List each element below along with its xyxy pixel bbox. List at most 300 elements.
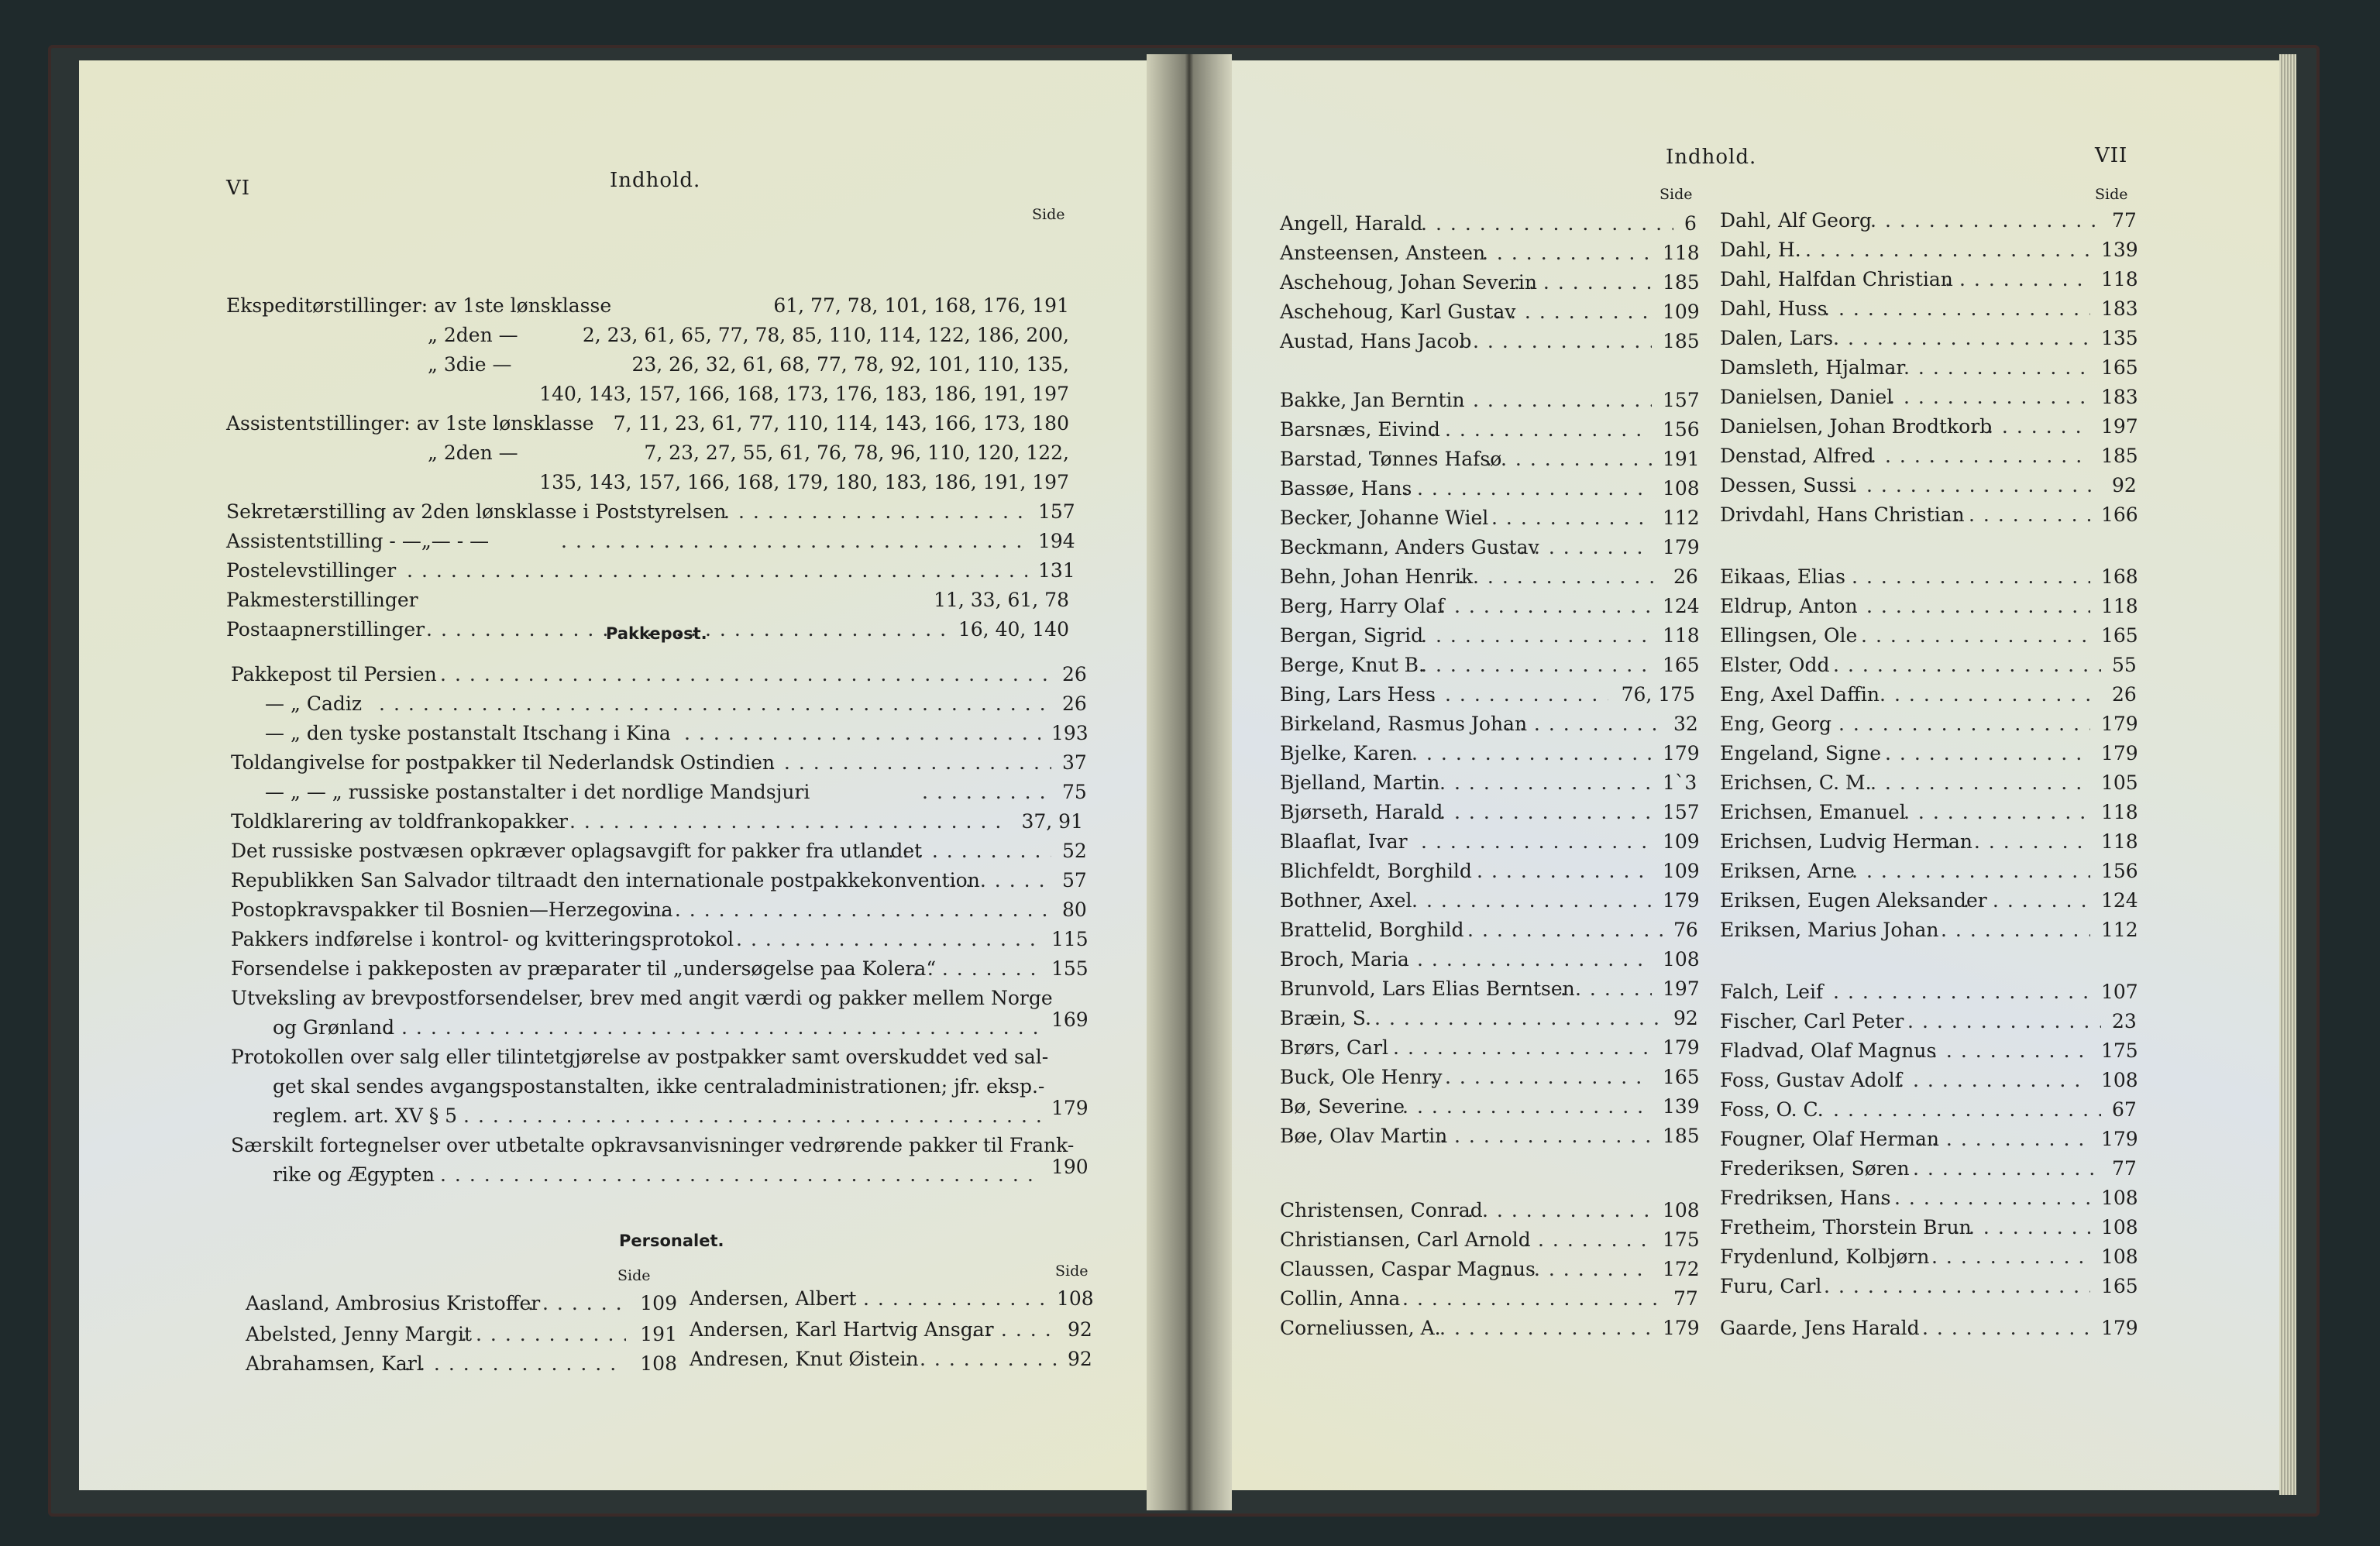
dot-leader xyxy=(1467,1199,1652,1222)
dot-leader xyxy=(1926,919,2090,942)
person-name: Foss, Gustav Adolf xyxy=(1720,1069,1902,1091)
person-name: Fischer, Carl Peter xyxy=(1720,1010,1904,1032)
person-name: Corneliussen, A. xyxy=(1280,1317,1441,1339)
pakkepost-entry: Republikken San Salvador tiltraadt den internationale postpakkekonvention xyxy=(231,869,980,892)
person-name: Birkeland, Rasmus Johan xyxy=(1280,713,1528,735)
page-ref: 7, 11, 23, 61, 77, 110, 114, 143, 166, 173, 180 xyxy=(613,412,1069,435)
page-ref: 23, 26, 32, 61, 68, 77, 78, 92, 101, 110, 135, xyxy=(631,353,1069,376)
dot-leader xyxy=(936,869,1051,892)
page-number: VI xyxy=(226,177,251,200)
page-ref: 131 xyxy=(1038,559,1075,582)
page-ref: 32 xyxy=(1673,713,1698,735)
person-name: Andersen, Karl Hartvig Ansgar xyxy=(690,1318,994,1341)
person-name: Buck, Ole Henry xyxy=(1280,1066,1443,1088)
person-name: Bjelland, Martin xyxy=(1280,771,1440,794)
pakkepost-entry: Særskilt fortegnelser over utbetalte opkravsanvisninger vedrørende pakker til Frank- xyxy=(231,1134,1075,1156)
dot-leader xyxy=(1824,713,2090,736)
dot-leader xyxy=(1861,624,2090,648)
person-name: Elster, Odd xyxy=(1720,654,1830,676)
dot-leader xyxy=(1421,212,1673,235)
person-name: Blichfeldt, Borghild xyxy=(1280,860,1472,882)
dot-leader xyxy=(1824,297,2090,321)
page-ref: 118 xyxy=(1663,242,1700,264)
dot-leader xyxy=(922,781,1051,804)
dot-leader xyxy=(1945,830,2090,854)
person-name: Dahl, Halfdan Christian xyxy=(1720,268,1953,290)
page-ref: 118 xyxy=(2101,268,2138,290)
person-name: Bothner, Axel xyxy=(1280,889,1412,912)
side-label-col2: Side xyxy=(1055,1263,1089,1280)
person-name: Berg, Harry Olaf xyxy=(1280,595,1445,617)
person-name: Erichsen, C. M. xyxy=(1720,771,1872,794)
pakkepost-entry: — „ den tyske postanstalt Itschang i Kina xyxy=(265,722,671,744)
page-ref: 118 xyxy=(2101,801,2138,823)
person-name: Erichsen, Ludvig Herman xyxy=(1720,830,1972,853)
dot-leader xyxy=(555,810,1009,833)
pakkepost-entry: Utveksling av brevpostforsendelser, brev med angit værdi og pakker mellem Norge xyxy=(231,987,1053,1009)
person-name: Furu, Carl xyxy=(1720,1275,1822,1297)
page-number: VII xyxy=(2095,144,2128,167)
person-name: Dahl, H. xyxy=(1720,239,1801,261)
index-entry: „ 3die — xyxy=(428,353,512,376)
person-name: Dahl, Huss xyxy=(1720,297,1828,320)
person-name: Frederiksen, Søren xyxy=(1720,1157,1910,1180)
page-ref: 118 xyxy=(1663,624,1700,647)
pakkepost-entry: Pakkers indførelse i kontrol- og kvitteringsprotokol xyxy=(231,928,734,950)
person-name: Collin, Anna xyxy=(1280,1287,1401,1310)
person-name: Gaarde, Jens Harald xyxy=(1720,1317,1920,1339)
page-ref: 108 xyxy=(2101,1216,2138,1239)
page-ref: 92 xyxy=(1068,1348,1092,1370)
dot-leader xyxy=(888,840,1051,863)
dot-leader xyxy=(1833,327,2090,350)
page-ref: 118 xyxy=(2101,595,2138,617)
page-ref: 191 xyxy=(1663,448,1700,470)
person-name: Bjelke, Karen xyxy=(1280,742,1413,764)
person-name: Brørs, Carl xyxy=(1280,1036,1389,1059)
dot-leader xyxy=(1467,919,1663,942)
page-ref: 139 xyxy=(2101,239,2138,261)
dot-leader xyxy=(1477,507,1652,530)
page-ref: 179 xyxy=(1663,742,1700,764)
dot-leader xyxy=(379,692,1051,716)
page-ref: 190 xyxy=(1051,1156,1089,1178)
dot-leader xyxy=(1458,330,1652,353)
pakkepost-entry: Toldklarering av toldfrankopakker xyxy=(231,810,569,833)
dot-leader xyxy=(1514,271,1652,294)
page-ref: 26 xyxy=(1673,565,1698,588)
person-name: Andresen, Knut Øistein xyxy=(690,1348,919,1370)
person-name: Bø, Severine xyxy=(1280,1095,1405,1118)
page-ref: 108 xyxy=(2101,1187,2138,1209)
dot-leader xyxy=(1439,1125,1652,1148)
page-ref: 197 xyxy=(2101,415,2138,438)
page-ref: 165 xyxy=(2101,356,2138,379)
person-name: Berge, Knut B. xyxy=(1280,654,1425,676)
page-ref: 112 xyxy=(1663,507,1700,529)
page-ref: 16, 40, 140 xyxy=(958,618,1069,641)
page-ref: 1`3 xyxy=(1663,771,1697,794)
dot-leader xyxy=(1870,771,2090,795)
page-ref: 76 xyxy=(1673,919,1698,941)
dot-leader xyxy=(1917,1039,2090,1063)
person-name: Abrahamsen, Karl xyxy=(246,1352,423,1375)
pakkepost-entry: Det russiske postvæsen opkræver oplagsavgift for pakker fra utlandet xyxy=(231,840,923,862)
page-ref: 155 xyxy=(1051,957,1089,980)
pakkepost-entry: — „ Cadiz xyxy=(265,692,363,715)
person-name: Brunvold, Lars Elias Berntsen xyxy=(1280,977,1575,1000)
dot-leader xyxy=(1505,1258,1652,1281)
person-name: Eng, Axel Daffin xyxy=(1720,683,1880,706)
dot-leader xyxy=(1430,683,1608,706)
person-name: Drivdahl, Hans Christian xyxy=(1720,503,1965,526)
page-ref: 185 xyxy=(1663,271,1700,294)
page-ref: 109 xyxy=(1663,830,1700,853)
page-ref: 92 xyxy=(1673,1007,1698,1029)
page-ref: 185 xyxy=(1663,330,1700,352)
pakkepost-entry: rike og Ægypten xyxy=(273,1163,435,1186)
page-ref: 37 xyxy=(1062,751,1087,774)
pakkepost-entry: Postopkravspakker til Bosnien—Herzegovina xyxy=(231,898,673,921)
dot-leader xyxy=(1852,595,2090,618)
page-ref: 179 xyxy=(2101,1128,2138,1150)
page-ref: 179 xyxy=(1051,1097,1089,1119)
page-ref: 183 xyxy=(2101,297,2138,320)
dot-leader xyxy=(898,957,1040,981)
page-ref: 175 xyxy=(2101,1039,2138,1062)
dot-leader xyxy=(1972,415,2090,438)
dot-leader xyxy=(1412,742,1652,765)
person-name: Bassøe, Hans xyxy=(1280,477,1412,500)
person-name: Ansteensen, Ansteen xyxy=(1280,242,1486,264)
page-ref: 165 xyxy=(2101,624,2138,647)
person-name: Danielsen, Johan Brodtkorb xyxy=(1720,415,1993,438)
page-ref: 124 xyxy=(2101,889,2138,912)
dot-leader xyxy=(387,1016,1040,1039)
dot-leader xyxy=(1430,1066,1652,1089)
side-label: Side xyxy=(1032,206,1065,223)
dot-leader xyxy=(1833,981,2090,1004)
dot-leader xyxy=(407,559,1027,582)
dot-leader xyxy=(1917,1128,2090,1151)
page-ref: 157 xyxy=(1663,801,1700,823)
person-name: Fladvad, Olaf Magnus xyxy=(1720,1039,1937,1062)
pakkepost-entry: get skal sendes avgangspostanstalten, ikke centraladministrationen; jfr. eksp.- xyxy=(273,1075,1045,1098)
dot-leader xyxy=(1907,1317,2090,1340)
dot-leader xyxy=(1870,742,2090,765)
person-name: Aschehoug, Karl Gustav xyxy=(1280,301,1516,323)
side-label-col1: Side xyxy=(617,1267,651,1284)
page-ref: 108 xyxy=(1663,948,1700,971)
running-head: Indhold. xyxy=(610,169,701,192)
pakkepost-entry: Pakkepost til Persien xyxy=(231,663,437,685)
dot-leader xyxy=(684,722,1040,745)
page-ref: 108 xyxy=(1663,1199,1700,1221)
person-name: Andersen, Albert xyxy=(690,1287,857,1310)
page-ref: 61, 77, 78, 101, 168, 176, 191 xyxy=(773,294,1069,317)
pakkepost-entry: Protokollen over salg eller tilintetgjørelse av postpakker samt overskuddet ved sal- xyxy=(231,1046,1049,1068)
page-ref: 194 xyxy=(1038,530,1075,552)
dot-leader xyxy=(1870,445,2090,468)
person-name: Eikaas, Elias xyxy=(1720,565,1845,588)
person-name: Behn, Johan Henrik xyxy=(1280,565,1474,588)
dot-leader xyxy=(1880,1187,2090,1210)
dot-leader xyxy=(848,1287,1046,1311)
page-ref: 165 xyxy=(1663,1066,1700,1088)
page-ref: 77 xyxy=(2112,1157,2137,1180)
page-ref: 92 xyxy=(2112,474,2137,496)
page-ref: 6 xyxy=(1684,212,1697,235)
page-ref: 156 xyxy=(2101,860,2138,882)
dot-leader xyxy=(1458,389,1652,412)
page-ref: 168 xyxy=(2101,565,2138,588)
dot-leader xyxy=(1523,1228,1652,1252)
page-ref: 156 xyxy=(1663,418,1700,441)
dot-leader xyxy=(1889,801,2090,824)
person-name: Eriksen, Eugen Aleksander xyxy=(1720,889,1987,912)
dot-leader xyxy=(528,1292,626,1315)
person-name: Claussen, Caspar Magnus xyxy=(1280,1258,1536,1280)
person-name: Barsnæs, Eivind xyxy=(1280,418,1440,441)
person-name: Ellingsen, Ole xyxy=(1720,624,1858,647)
page-ref: 23 xyxy=(2112,1010,2137,1032)
person-name: Beckmann, Anders Gustav xyxy=(1280,536,1539,558)
page-ref: 108 xyxy=(2101,1069,2138,1091)
page-ref: 109 xyxy=(1663,301,1700,323)
person-name: Bræin, S. xyxy=(1280,1007,1371,1029)
page-ref: 118 xyxy=(2101,830,2138,853)
dot-leader xyxy=(1421,830,1652,854)
page-ref: 109 xyxy=(1663,860,1700,882)
dot-leader xyxy=(1505,536,1652,559)
person-name: Dalen, Lars xyxy=(1720,327,1834,349)
dot-leader xyxy=(1852,565,2090,589)
page-ref: 2, 23, 61, 65, 77, 78, 85, 110, 114, 122, 186, 200, xyxy=(582,324,1069,346)
page-ref: 105 xyxy=(2101,771,2138,794)
page-ref: 115 xyxy=(1051,928,1089,950)
person-name: Blaaflat, Ivar xyxy=(1280,830,1408,853)
dot-leader xyxy=(1402,477,1652,500)
page-ref: 52 xyxy=(1062,840,1087,862)
dot-leader xyxy=(1505,713,1663,736)
pakkepost-entry: Toldangivelse for postpakker til Nederlandsk Ostindien xyxy=(231,751,776,774)
book-spine xyxy=(1147,54,1232,1510)
right-page xyxy=(1202,60,2279,1490)
dot-leader xyxy=(1963,889,2090,912)
person-name: Foss, O. C. xyxy=(1720,1098,1824,1121)
pakkepost-entry: og Grønland xyxy=(273,1016,395,1039)
person-name: Brattelid, Borghild xyxy=(1280,919,1464,941)
dot-leader xyxy=(1954,503,2090,527)
dot-leader xyxy=(425,1163,1040,1187)
page-ref: 140, 143, 157, 166, 168, 173, 176, 183, 186, 191, 197 xyxy=(539,383,1069,405)
section-heading-pakkepost: Pakkepost. xyxy=(606,624,707,643)
pakkepost-entry: — „ — „ russiske postanstalter i det nordlige Mandsjuri xyxy=(265,781,810,803)
page-ref: 179 xyxy=(2101,742,2138,764)
page-ref: 179 xyxy=(1663,536,1700,558)
page-ref: 124 xyxy=(1663,595,1700,617)
page-ref: 77 xyxy=(2112,209,2137,232)
index-entry: Assistentstilling - —„— - — xyxy=(226,530,490,552)
page-ref: 37, 91 xyxy=(1021,810,1083,833)
page-ref: 197 xyxy=(1663,977,1700,1000)
dot-leader xyxy=(1421,624,1652,648)
dot-leader xyxy=(905,1348,1057,1371)
page-ref: 169 xyxy=(1051,1008,1089,1031)
running-head: Indhold. xyxy=(1666,146,1757,169)
page-ref: 175 xyxy=(1663,1228,1700,1251)
dot-leader xyxy=(1833,1098,2101,1122)
dot-leader xyxy=(1495,301,1652,324)
index-entry: Assistentstillinger: av 1ste lønsklasse xyxy=(226,412,594,435)
person-name: Falch, Leif xyxy=(1720,981,1824,1003)
dot-leader xyxy=(724,500,1027,524)
page-ref: 26 xyxy=(1062,692,1087,715)
page-ref: 92 xyxy=(1068,1318,1092,1341)
person-name: Eriksen, Marius Johan xyxy=(1720,919,1939,941)
page-ref: 57 xyxy=(1062,869,1087,892)
page-ref: 179 xyxy=(2101,713,2138,735)
index-entry: Ekspeditørstillinger: av 1ste lønsklasse xyxy=(226,294,612,317)
page-ref: 108 xyxy=(2101,1245,2138,1268)
left-page xyxy=(79,60,1179,1490)
dot-leader xyxy=(1917,1245,2090,1269)
dot-leader xyxy=(1421,654,1652,677)
page-ref: 139 xyxy=(1663,1095,1700,1118)
page-ref: 26 xyxy=(2112,683,2137,706)
person-name: Becker, Johanne Wiel xyxy=(1280,507,1489,529)
dot-leader xyxy=(463,1105,1040,1128)
dot-leader xyxy=(1402,1287,1663,1311)
section-heading-personalet: Personalet. xyxy=(619,1232,724,1250)
dot-leader xyxy=(1486,448,1652,471)
page-ref: 80 xyxy=(1062,898,1087,921)
page-ref: 135, 143, 157, 166, 168, 179, 180, 183, 186, 191, 197 xyxy=(539,471,1069,493)
person-name: Danielsen, Daniel xyxy=(1720,386,1893,408)
page-ref: 172 xyxy=(1663,1258,1700,1280)
person-name: Christensen, Conrad xyxy=(1280,1199,1483,1221)
page-ref: 26 xyxy=(1062,663,1087,685)
person-name: Christiansen, Carl Arnold xyxy=(1280,1228,1531,1251)
dot-leader xyxy=(1439,595,1652,618)
dot-leader xyxy=(1907,1010,2101,1033)
page-ref: 193 xyxy=(1051,722,1089,744)
page-ref: 166 xyxy=(2101,503,2138,526)
dot-leader xyxy=(1458,565,1663,589)
person-name: Bergan, Sigrid xyxy=(1280,624,1424,647)
dot-leader xyxy=(1393,1036,1652,1060)
page-ref: 165 xyxy=(2101,1275,2138,1297)
person-name: Denstad, Alfred xyxy=(1720,445,1874,467)
page-ref: 185 xyxy=(2101,445,2138,467)
dot-leader xyxy=(1954,1216,2090,1239)
dot-leader xyxy=(1439,1317,1652,1340)
page-ref: 77 xyxy=(1673,1287,1698,1310)
index-entry: „ 2den — xyxy=(428,441,518,464)
dot-leader xyxy=(1439,801,1652,824)
page-ref: 7, 23, 27, 55, 61, 76, 78, 96, 110, 120, 122, xyxy=(644,441,1069,464)
page-ref: 107 xyxy=(2101,981,2138,1003)
person-name: Fredriksen, Hans xyxy=(1720,1187,1891,1209)
page-ref: 185 xyxy=(1663,1125,1700,1147)
page-ref: 108 xyxy=(1663,477,1700,500)
dot-leader xyxy=(1467,242,1652,265)
page-ref: 183 xyxy=(2101,386,2138,408)
dot-leader xyxy=(1889,386,2090,409)
page-ref: 191 xyxy=(640,1323,677,1345)
page-ref: 179 xyxy=(1663,889,1700,912)
dot-leader xyxy=(440,663,1051,686)
side-label-col1: Side xyxy=(1659,186,1693,203)
person-name: Bjørseth, Harald xyxy=(1280,801,1443,823)
page-ref: 157 xyxy=(1663,389,1700,411)
pakkepost-entry: Forsendelse i pakkeposten av præparater til „undersøgelse paa Kolera“ xyxy=(231,957,937,980)
dot-leader xyxy=(755,751,1051,775)
person-name: Erichsen, Emanuel xyxy=(1720,801,1906,823)
index-entry: „ 2den — xyxy=(428,324,518,346)
dot-leader xyxy=(736,928,1040,951)
page-ref: 135 xyxy=(2101,327,2138,349)
dot-leader xyxy=(1880,683,2101,706)
page-ref: 108 xyxy=(640,1352,677,1375)
dot-leader xyxy=(1870,209,2101,232)
dot-leader xyxy=(1430,418,1652,441)
index-entry: Sekretærstilling av 2den lønsklasse i Poststyrelsen xyxy=(226,500,727,523)
index-entry: Postaapnerstillinger xyxy=(226,618,425,641)
person-name: Frydenlund, Kolbjørn xyxy=(1720,1245,1930,1268)
person-name: Aasland, Ambrosius Kristoffer xyxy=(246,1292,541,1314)
dot-leader xyxy=(1852,474,2101,497)
person-name: Angell, Harald xyxy=(1280,212,1423,235)
dot-leader xyxy=(404,1352,626,1376)
dot-leader xyxy=(1945,268,2090,291)
page-ref: 165 xyxy=(1663,654,1700,676)
dot-leader xyxy=(1889,356,2090,380)
page-ref: 179 xyxy=(1663,1036,1700,1059)
page-ref: 76, 175 xyxy=(1621,683,1695,706)
side-label-col2: Side xyxy=(2095,186,2128,203)
dot-leader xyxy=(1402,1095,1652,1118)
person-name: Dahl, Alf Georg xyxy=(1720,209,1872,232)
person-name: Fretheim, Thorstein Brun xyxy=(1720,1216,1972,1239)
dot-leader xyxy=(1824,1275,2090,1298)
person-name: Abelsted, Jenny Margit xyxy=(246,1323,473,1345)
dot-leader xyxy=(561,530,1027,553)
index-entry: Postelevstillinger xyxy=(226,559,397,582)
dot-leader xyxy=(1852,860,2090,883)
person-name: Eriksen, Arne xyxy=(1720,860,1855,882)
person-name: Dessen, Sussi xyxy=(1720,474,1856,496)
page-ref: 179 xyxy=(2101,1317,2138,1339)
page-ref: 108 xyxy=(1057,1287,1094,1310)
dot-leader xyxy=(972,1318,1057,1342)
person-name: Austad, Hans Jacob xyxy=(1280,330,1472,352)
page-ref: 112 xyxy=(2101,919,2138,941)
dot-leader xyxy=(1805,239,2090,262)
dot-leader xyxy=(1439,771,1652,795)
page-ref: 11, 33, 61, 78 xyxy=(934,589,1069,611)
person-name: Fougner, Olaf Herman xyxy=(1720,1128,1939,1150)
person-name: Bakke, Jan Berntin xyxy=(1280,389,1465,411)
page-ref: 109 xyxy=(640,1292,677,1314)
person-name: Bøe, Olav Martin xyxy=(1280,1125,1448,1147)
person-name: Bing, Lars Hess xyxy=(1280,683,1436,706)
person-name: Damsleth, Hjalmar xyxy=(1720,356,1906,379)
page-ref: 67 xyxy=(2112,1098,2137,1121)
dot-leader xyxy=(631,898,1051,922)
person-name: Broch, Maria xyxy=(1280,948,1409,971)
pakkepost-entry: reglem. art. XV § 5 xyxy=(273,1105,458,1127)
